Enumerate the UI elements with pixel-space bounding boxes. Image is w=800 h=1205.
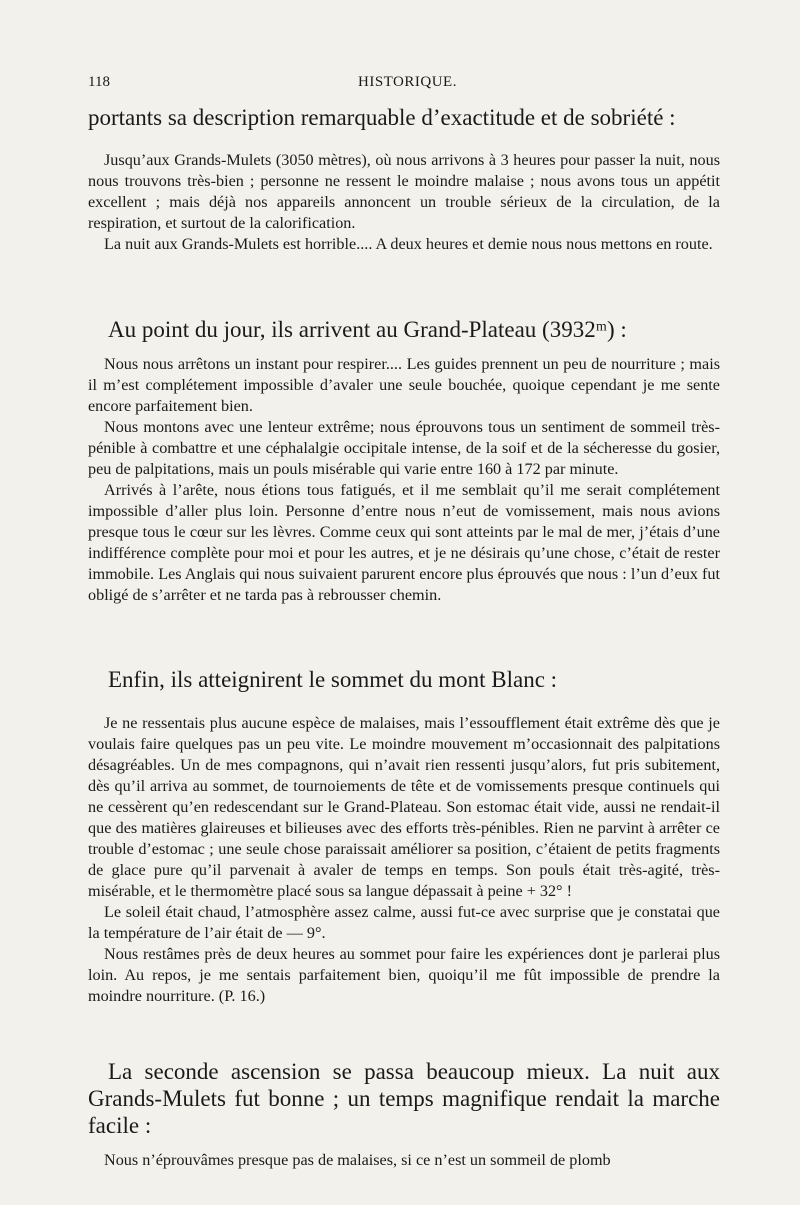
quote-paragraph: Le soleil était chaud, l’atmosphère assez calme, aussi fut-ce avec surprise que je constatai que la température de l’air était de — 9°. (88, 903, 720, 942)
lead-text: Enfin, ils atteignirent le sommet du mont Blanc : (108, 667, 558, 692)
lead-text: La seconde ascension se passa beaucoup mieux. La nuit aux Grands-Mulets fut bonne ; un temps magnifique rendait la marche facile : (88, 1059, 720, 1138)
lead-paragraph-2 (88, 316, 720, 343)
quote-paragraph: Nous n’éprouvâmes presque pas de malaises, si ce n’est un sommeil de plomb (104, 1151, 611, 1169)
quote-paragraph: La nuit aux Grands-Mulets est horrible.... A deux heures et demie nous nous mettons en route. (104, 235, 713, 253)
page-number: 118 (88, 74, 110, 90)
quote-paragraph: Nous restâmes près de deux heures au sommet pour faire les expériences dont je parlerai plus loin. Au repos, je me sentais parfaitement bien, quoiqu’il me fût impossible de prendre la moindre nourriture. (P. 16.) (88, 945, 720, 1005)
lead-paragraph-3 (88, 666, 720, 693)
lead-paragraph-4 (88, 1058, 720, 1139)
lead-text: portants sa description remarquable d’exactitude et de sobriété : (88, 105, 676, 130)
quote-paragraph: Arrivés à l’arête, nous étions tous fatigués, et il me semblait qu’il me serait complétement impossible d’aller plus loin. Personne d’entre nous n’eut de vomissement, mais nous avions presque tous le cœur sur les lèvres. Comme ceux qui sont atteints par le mal de mer, j’étais d’une indifférence complète pour moi et pour les autres, et je ne désirais qu’une chose, c’était de rester immobile. Les Anglais qui nous suivaient parurent encore plus éprouvés que nous : l’un d’eux fut obligé de s’arrêter et ne tarda pas à rebrousser chemin. (88, 481, 720, 604)
quote-block-2 (88, 354, 720, 606)
quote-paragraph: Je ne ressentais plus aucune espèce de malaises, mais l’essoufflement était extrême dès que je voulais faire quelques pas un peu vite. Le moindre mouvement m’occasionnait des palpitations désagréables. Un de mes compagnons, qui n’avait rien ressenti jusqu’alors, fut pris subitement, dès qu’il arriva au sommet, de tournoiements de tête et de vomissements presque continuels qui ne cessèrent qu’en redescendant sur le Grand-Plateau. Son estomac était vide, aussi ne rendait-il que des matières glaireuses et bilieuses avec des efforts très-pénibles. Rien ne parvint à arrêter ce trouble d’estomac ; une seule chose paraissait améliorer sa position, c’étaient de petits fragments de glace pure qu’il parvenait à avaler de temps en temps. Son pouls était très-agité, très-misérable, et le thermomètre placé sous sa langue dépassait à peine + 32° ! (88, 714, 720, 900)
quote-block-4 (88, 1150, 720, 1171)
quote-paragraph: Nous nous arrêtons un instant pour respirer.... Les guides prennent un peu de nourriture ; mais il m’est complétement impossible d’avaler une seule bouchée, quoique cependant je me sente encore parfaitement bien. (88, 355, 720, 415)
lead-paragraph-1 (88, 104, 720, 131)
running-head: HISTORIQUE. (358, 74, 457, 90)
lead-text: Au point du jour, ils arrivent au Grand-Plateau (3932ᵐ) : (108, 317, 627, 342)
quote-block-3 (88, 713, 720, 1007)
quote-paragraph: Jusqu’aux Grands-Mulets (3050 mètres), où nous arrivons à 3 heures pour passer la nuit, nous nous trouvons très-bien ; personne ne ressent le moindre malaise ; nous avons tous un appétit excellent ; mais déjà nos appareils annoncent un trouble sérieux de la circulation, de la respiration, et surtout de la calorification. (88, 151, 720, 232)
page-header (88, 74, 720, 96)
quote-paragraph: Nous montons avec une lenteur extrême; nous éprouvons tous un sentiment de sommeil très-pénible à combattre et une céphalalgie occipitale intense, de la soif et de la sécheresse du gosier, peu de palpitations, mais un pouls misérable qui varie entre 160 à 172 par minute. (88, 418, 720, 478)
quote-block-1 (88, 150, 720, 255)
